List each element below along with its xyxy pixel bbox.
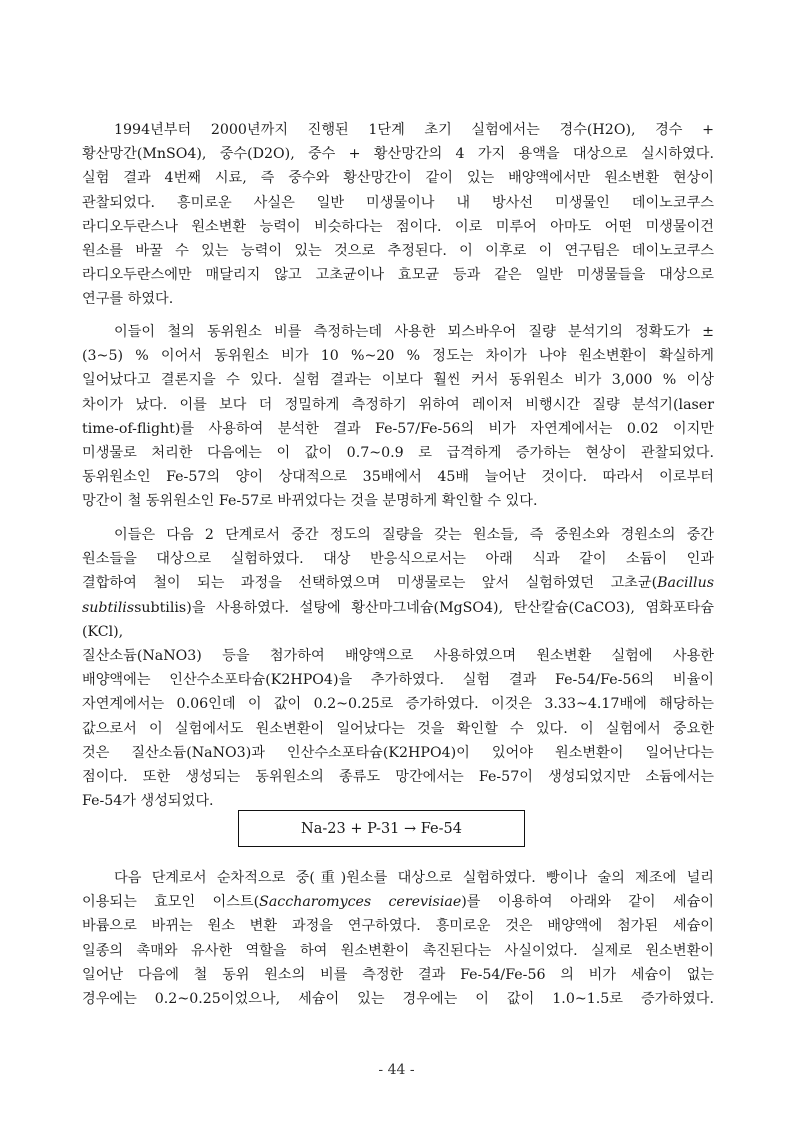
text-line: (3~5) % 이어서 동위원소 비가 10 %~20 % 정도는 차이가 나야 원소변환이 확실하게 [82, 348, 714, 365]
text-line: 원소들을 대상으로 실험하였다. 대상 반응식으로서는 아래 식과 같이 소듐이 인과 [82, 551, 714, 568]
text-line: 라디오두란스나 원소변환 능력이 비슷하다는 점이다. 이로 미루어 아마도 어떤 미생물이건 [82, 218, 714, 235]
reaction-equation: Na-23 + P-31 → Fe-54 [301, 820, 462, 837]
text-line: 것은 질산소듐(NaNO3)과 인산수소포타슘(K2HPO4)이 있어야 원소변환이 일어난다는 [82, 744, 714, 761]
paragraph-4 [82, 866, 714, 1011]
page-number: - 44 - [378, 1062, 415, 1078]
text-line: 라디오두란스에만 매달리지 않고 고초균이나 효모균 등과 같은 일반 미생물들을 대상으로 [82, 267, 714, 284]
species-name: subtilis [82, 599, 135, 616]
text-line: 경우에는 0.2~0.25이었으나, 세슘이 있는 경우에는 이 값이 1.0~1.5로 증가하였다. [82, 991, 714, 1008]
text-line: 일어났다고 결론지을 수 있다. 실험 결과는 이보다 훨씬 커서 동위원소 비가 3,000 % 이상 [82, 372, 714, 389]
text-line: 자연계에서는 0.06인데 이 값이 0.2~0.25로 증가하였다. 이것은 3.33~4.17배에 해당하는 [82, 696, 714, 713]
text-segment: 결합하여 철이 되는 과정을 선택하였으며 미생물로는 앞서 실험하였던 고초균( [82, 575, 658, 592]
text-line: 일어난 다음에 철 동위 원소의 비를 측정한 결과 Fe-54/Fe-56 의 비가 세슘이 없는 [82, 966, 714, 983]
species-name: Saccharomyces cerevisiae [259, 894, 462, 911]
text-line: 원소를 바꿀 수 있는 능력이 있는 것으로 추정된다. 이 이후로 이 연구팀은 데이노코쿠스 [82, 243, 714, 260]
text-line: 바륨으로 바뀌는 원소 변환 과정을 연구하였다. 흥미로운 것은 배양액에 첨가된 세슘이 [82, 918, 714, 935]
text-line: Fe-54가 생성되었다. [82, 793, 214, 810]
text-line: 망간이 철 동위원소인 Fe-57로 바뀌었다는 것을 분명하게 확인할 수 있다. [82, 493, 538, 510]
text-line [82, 596, 714, 644]
text-line: 일종의 촉매와 유사한 역할을 하여 원소변환이 촉진된다는 사실이었다. 실제로 원소변환이 [82, 942, 714, 959]
text-line [82, 571, 714, 595]
reaction-equation-box [238, 810, 525, 847]
species-name: Bacillus [657, 575, 714, 592]
text-line: 이들이 철의 동위원소 비를 측정하는데 사용한 뫼스바우어 질량 분석기의 정확도가 ± [114, 324, 714, 340]
paragraph-2 [82, 320, 714, 514]
text-line: 배양액에는 인산수소포타슘(K2HPO4)을 추가하였다. 실험 결과 Fe-54/Fe-56의 비율이 [82, 672, 714, 689]
text-line: 점이다. 또한 생성되는 동위원소의 종류도 망간에서는 Fe-57이 생성되었지만 소듐에서는 [82, 769, 714, 786]
text-line: 관찰되었다. 흥미로운 사실은 일반 미생물이나 내 방사선 미생물인 데이노코쿠스 [82, 194, 714, 211]
text-line: 동위원소인 Fe-57의 양이 상대적으로 35배에서 45배 늘어난 것이다. 따라서 이로부터 [82, 469, 714, 486]
text-line: 연구를 하였다. [82, 291, 174, 308]
text-line: 황산망간(MnSO4), 중수(D2O), 중수 + 황산망간의 4 가지 용액을 대상으로 실시하였다. [82, 146, 714, 163]
text-line: time-of-flight)를 사용하여 분석한 결과 Fe-57/Fe-56의 비가 자연계에서는 0.02 이지만 [82, 420, 714, 437]
text-line: 차이가 났다. 이를 보다 더 정밀하게 측정하기 위하여 레이저 비행시간 질량 분석기(laser [82, 396, 714, 413]
paragraph-1 [82, 118, 714, 312]
text-line: 질산소듐(NaNO3) 등을 첨가하여 배양액으로 사용하였으며 원소변환 실험에 사용한 [82, 648, 714, 665]
text-line: 값으로서 이 실험에서도 원소변환이 일어났다는 것을 확인할 수 있다. 이 실험에서 중요한 [82, 720, 714, 737]
text-line: 미생물로 처리한 다음에는 이 값이 0.7~0.9 로 급격하게 증가하는 현상이 관찰되었다. [82, 445, 714, 462]
text-segment: 이용되는 효모인 이스트( [82, 894, 260, 911]
text-segment: )를 이용하여 아래와 같이 세슘이 [461, 894, 714, 911]
text-line: 1994년부터 2000년까지 진행된 1단계 초기 실험에서는 경수(H2O), 경수 + [114, 122, 714, 138]
text-line: 다음 단계로서 순차적으로 중(重)원소를 대상으로 실험하였다. 빵이나 술의 제조에 널리 [114, 870, 714, 886]
text-line [82, 890, 714, 914]
text-segment: subtilis)을 사용하였다. 설탕에 황산마그네슘(MgSO4), 탄산칼슘(CaCO3), 염화포타슘(KCl), [82, 599, 714, 640]
text-line: 이들은 다음 2 단계로서 중간 정도의 질량을 갖는 원소들, 즉 중원소와 경원소의 중간 [114, 527, 714, 543]
paragraph-3 [82, 523, 714, 813]
text-line: 실험 결과 4번째 시료, 즉 중수와 황산망간이 같이 있는 배양액에서만 원소변환 현상이 [82, 170, 714, 187]
